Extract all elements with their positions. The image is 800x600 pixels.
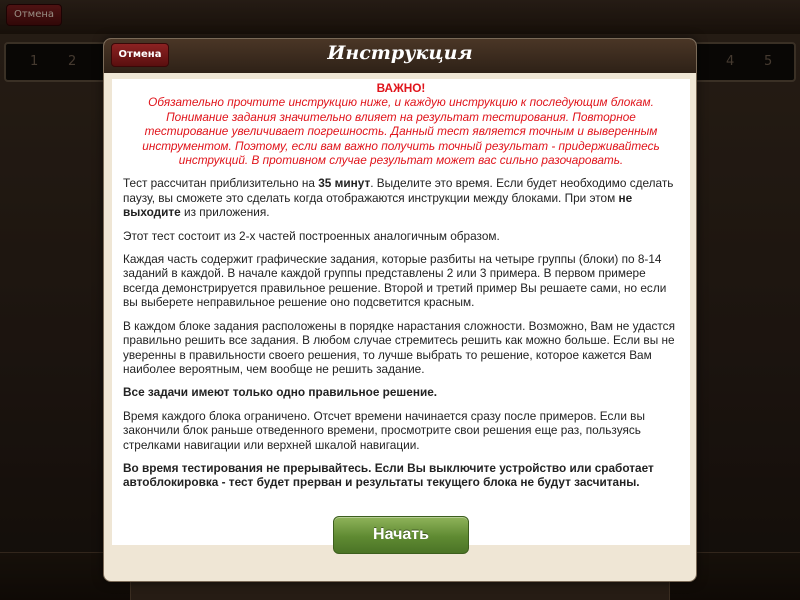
nav-number: 4 — [726, 54, 735, 69]
instruction-paragraph-blocks: Каждая часть содержит графические задания, которые разбиты на четыре группы (блоки) по 8-14 заданий в каждой. В начале каждой группы представлены 2 или 3 примера. В первом примере всегда демонстрируется правильное решение. Второй и третий пример Вы решаете сами, но если вы выберете неправильное решение оно подсветится красным. — [123, 252, 667, 310]
text-run: из приложения. — [180, 205, 270, 220]
text-run: Тест рассчитан приблизительно на — [123, 176, 319, 191]
instruction-paragraph-duration — [123, 176, 679, 219]
instruction-paragraph-single-answer: Все задачи имеют только одно правильное решение. — [123, 385, 438, 400]
instruction-paragraph-difficulty: В каждом блоке задания расположены в порядке нарастания сложности. Возможно, Вам не удастся правильно решить все задания. В любом случае стремитесь решить как можно больше. Если вы не уверенны в правильности своего решения, то лучше выбрать то решение, которое кажется Вам наиболее вероятным, чем вообще не решить задание. — [123, 318, 675, 376]
duration-value: 35 минут — [318, 176, 371, 191]
text-run: . Выделите это время. Если будет необходимо сделать паузу, вы сможете это сделать когда отображаются инструкции между блоками. При этом — [123, 176, 674, 205]
do-not-exit-text: не выходите — [123, 190, 633, 220]
instruction-dialog — [103, 38, 697, 582]
instruction-paragraph-parts: Этот тест состоит из 2-х частей построенных аналогичным образом. — [123, 228, 500, 243]
background-cancel-button: Отмена — [6, 4, 62, 26]
warning-text: Обязательно прочтите инструкцию ниже, и каждую инструкцию к последующим блокам. Понимание задания значительно влияет на результат тестирования. Повторное тестирование увеличивает погрешность. Данный тест является точным и выверенным инструментом. Поэтому, если вам важно получить точный результат - придерживайтесь инструкций. В противном случае результат может вас сильно разочаровать. — [142, 95, 660, 168]
instruction-text-panel[interactable] — [112, 79, 690, 545]
instruction-paragraph-no-interrupt: Во время тестирования не прерывайтесь. Если Вы выключите устройство или сработает автоблокировка - тест будет прерван и результаты текущего блока не будут засчитаны. — [123, 460, 654, 490]
cancel-button[interactable]: Отмена — [111, 43, 169, 67]
dialog-title: Инструкция — [327, 42, 473, 64]
dialog-header — [104, 39, 696, 73]
nav-number: 5 — [764, 54, 773, 69]
nav-number: 1 — [30, 54, 39, 69]
warning-title: ВАЖНО! — [376, 81, 426, 95]
start-button[interactable]: Начать — [333, 516, 469, 554]
nav-number: 2 — [68, 54, 77, 69]
instruction-paragraph-time: Время каждого блока ограничено. Отсчет времени начинается сразу после примеров. Если вы закончили блок раньше отведенного времени, просмотрите свои решения еще раз, пользуясь стрелками навигации или верхней шкалой навигации. — [123, 408, 645, 452]
